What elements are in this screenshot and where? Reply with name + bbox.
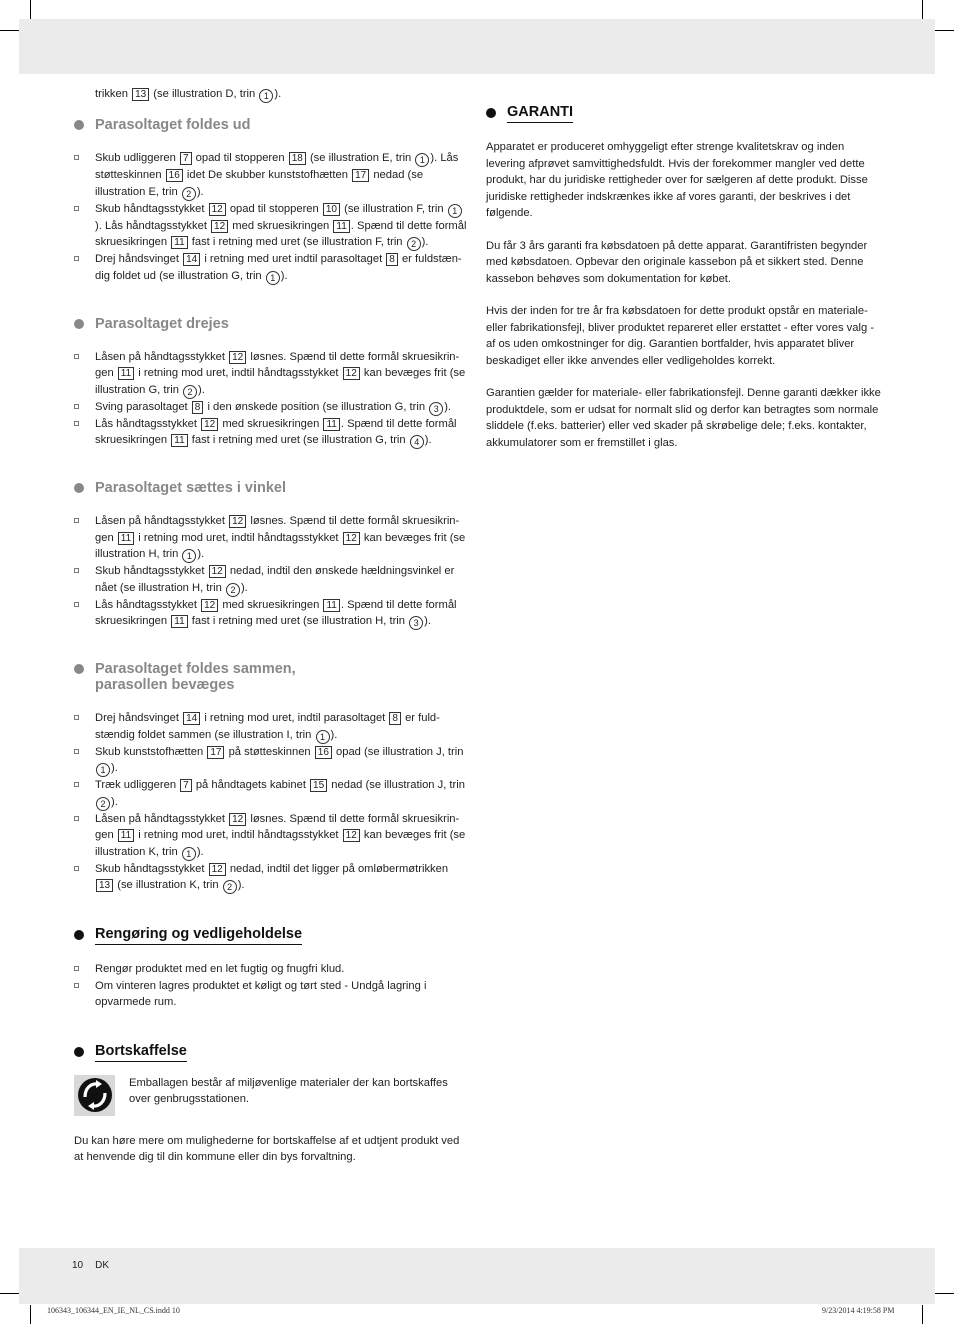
disposal-note: Du kan høre mere om mulighederne for bortskaffelse af et udtjent produkt ved at henvende dig til din kommune eller din bys forvaltning.: [74, 1134, 460, 1163]
section-heading-unfold: Parasoltaget foldes ud: [74, 117, 469, 133]
page-number: 10: [72, 1260, 84, 1271]
checkbox-square-icon: [74, 421, 79, 426]
section-heading-disposal: Bortskaffelse: [74, 1042, 469, 1062]
checkbox-square-icon: [74, 256, 79, 261]
slug-filename: 106343_106344_EN_IE_NL_CS.indd 10: [47, 1306, 180, 1315]
list-item: Låsen på håndtagsstykket 12 løsnes. Spænd til dette formål skruesikrin-gen 11 i retning mod uret, indtil håndtagsstykket 12 kan bevæges frit (se illustration H, trin 1 ).: [74, 513, 469, 563]
crop-mark: [30, 0, 31, 19]
crop-mark: [935, 30, 954, 31]
list-item: Låsen på håndtagsstykket 12 løsnes. Spænd til dette formål skruesikrin-gen 11 i retning mod uret, indtil håndtagsstykket 12 kan bevæges frit (se illustration K, trin 1 ).: [74, 811, 469, 861]
list-item: Rengør produktet med en let fugtig og fnugfri klud.: [74, 961, 469, 978]
list-item: Træk udliggeren 7 på håndtagets kabinet 15 nedad (se illustration J, trin 2 ).: [74, 777, 469, 811]
left-column: [74, 86, 469, 1166]
steps-fold-move: [74, 710, 469, 894]
list-item: Skub kunststofhætten 17 på støtteskinnen 16 opad (se illustration J, trin 1 ).: [74, 744, 469, 778]
list-item: Låsen på håndtagsstykket 12 løsnes. Spænd til dette formål skruesikrin-gen 11 i retning mod uret, indtil håndtagsstykket 12 kan bevæges frit (se illustration G, trin 2 ).: [74, 349, 469, 399]
warranty-paragraph: Du får 3 års garanti fra købsdatoen på dette apparat. Garantifristen begynder med købsdatoen. Opbevar den originale kassebon på et sikkert sted. Denne kassebon behøves som dokumentation for købet.: [486, 239, 868, 285]
list-item: Skub håndtagsstykket 12 opad til stopperen 10 (se illustration F, trin 1). Lås håndtagsstykket 12 med skruesikringen 11 . Spænd til dette formål skruesikringen 11 fast i retning med uret (se illustration F, trin 2 ).: [74, 201, 469, 252]
step-number: 1: [259, 89, 273, 103]
warranty-paragraph: Hvis der inden for tre år fra købsdatoen for dette produkt opstår en materiale- eller fabrikationsfejl, bliver produktet repareret eller erstattet - efter vores valg - af os uden omkostninger for dig. Garantien bortfalder, hvis apparatet bliver beskadiget eller ikke anvendes eller vedligeholdes korrekt.: [486, 305, 875, 367]
checkbox-square-icon: [74, 983, 79, 988]
slug-date: 9/23/2014 4:19:58 PM: [822, 1306, 895, 1315]
checkbox-square-icon: [74, 155, 79, 160]
checkbox-square-icon: [74, 966, 79, 971]
list-item: Lås håndtagsstykket 12 med skruesikringen 11 . Spænd til dette formål skruesikringen 11 fast i retning med uret (se illustration H, trin 3 ).: [74, 597, 469, 631]
recycle-icon: [74, 1075, 115, 1116]
section-heading-fold-move: Parasoltaget foldes sammen, parasollen bevæges: [74, 661, 469, 693]
steps-rotate: [74, 349, 469, 450]
language-code: DK: [95, 1260, 110, 1271]
crop-mark: [0, 30, 19, 31]
crop-mark: [30, 1305, 31, 1324]
list-item: Lås håndtagsstykket 12 med skruesikringen 11 . Spænd til dette formål skruesikringen 11 fast i retning med uret (se illustration G, trin 4 ).: [74, 416, 469, 450]
list-item: Drej håndsvinget 14 i retning med uret indtil parasoltaget 8 er fuldstæn-dig foldet ud (se illustration G, trin 1 ).: [74, 251, 469, 285]
list-item: Om vinteren lagres produktet et køligt og tørt sted - Undgå lagring i opvarmede rum.: [74, 978, 469, 1011]
steps-unfold: [74, 150, 469, 285]
recycle-block: [74, 1075, 469, 1116]
steps-tilt: [74, 513, 469, 630]
checkbox-square-icon: [74, 782, 79, 787]
crop-mark: [922, 0, 923, 19]
part-number: 13: [132, 88, 149, 101]
list-item: Skub håndtagsstykket 12 nedad, indtil den ønskede hældningsvinkel er nået (se illustration H, trin 2 ).: [74, 563, 469, 597]
heading-bullet-icon: [74, 930, 84, 940]
checkbox-square-icon: [74, 206, 79, 211]
section-heading-rotate: Parasoltaget drejes: [74, 316, 469, 332]
page-footer: [72, 1260, 121, 1271]
checkbox-square-icon: [74, 866, 79, 871]
heading-bullet-icon: [74, 664, 84, 674]
right-column: [486, 86, 882, 451]
heading-bullet-icon: [74, 1047, 84, 1057]
checkbox-square-icon: [74, 602, 79, 607]
warranty-paragraph: Apparatet er produceret omhyggeligt efter strenge kvalitetskrav og inden levering afprøvet samvittighedsfuldt. Hvis der forekommer mangler ved dette produkt, har du juridiske rettigheder over for sælgeren af dette produkt. Disse juridiske rettigheder indskrænkes ikke af vores garanti, der beskrives i det følgende.: [486, 141, 868, 219]
checkbox-square-icon: [74, 715, 79, 720]
header-band: [19, 19, 935, 74]
intro-continuation: trikken 13 (se illustration D, trin 1 ).: [95, 88, 282, 101]
recycle-text: Emballagen består af miljøvenlige materialer der kan bortskaffes over genbrugsstationen.: [129, 1076, 448, 1105]
checkbox-square-icon: [74, 404, 79, 409]
heading-bullet-icon: [74, 120, 84, 130]
checkbox-square-icon: [74, 518, 79, 523]
heading-bullet-icon: [74, 319, 84, 329]
crop-mark: [922, 1305, 923, 1324]
warranty-paragraph: Garantien gælder for materiale- eller fabrikationsfejl. Denne garanti dækker ikke produktdele, som er udsat for normalt slid og derfor kan betragtes som normale sliddele (f.eks. batterier) eller ved skader på skrøbelige dele; f.eks. kontakter, akkumulatorer som er fremstillet i glas.: [486, 387, 881, 449]
checkbox-square-icon: [74, 568, 79, 573]
crop-mark: [935, 1293, 954, 1294]
steps-cleaning: [74, 961, 469, 1011]
list-item: Drej håndsvinget 14 i retning mod uret, indtil parasoltaget 8 er fuld-stændig foldet sammen (se illustration I, trin 1 ).: [74, 710, 469, 744]
list-item: Skub udliggeren 7 opad til stopperen 18 (se illustration E, trin 1 ). Lås støtteskinnen 16 idet De skubber kunststofhætten 17 nedad (se illustration E, trin 2 ).: [74, 150, 469, 201]
checkbox-square-icon: [74, 749, 79, 754]
section-heading-cleaning: Rengøring og vedligeholdelse: [74, 925, 469, 945]
section-heading-warranty: GARANTI: [486, 103, 882, 123]
heading-bullet-icon: [486, 108, 496, 118]
crop-mark: [0, 1293, 19, 1294]
list-item: Sving parasoltaget 8 i den ønskede position (se illustration G, trin 3 ).: [74, 399, 469, 416]
footer-band: [19, 1248, 935, 1304]
checkbox-square-icon: [74, 354, 79, 359]
heading-bullet-icon: [74, 483, 84, 493]
section-heading-tilt: Parasoltaget sættes i vinkel: [74, 480, 469, 496]
list-item: Skub håndtagsstykket 12 nedad, indtil det ligger på omløbermøtrikken 13 (se illustration K, trin 2 ).: [74, 861, 469, 895]
checkbox-square-icon: [74, 816, 79, 821]
